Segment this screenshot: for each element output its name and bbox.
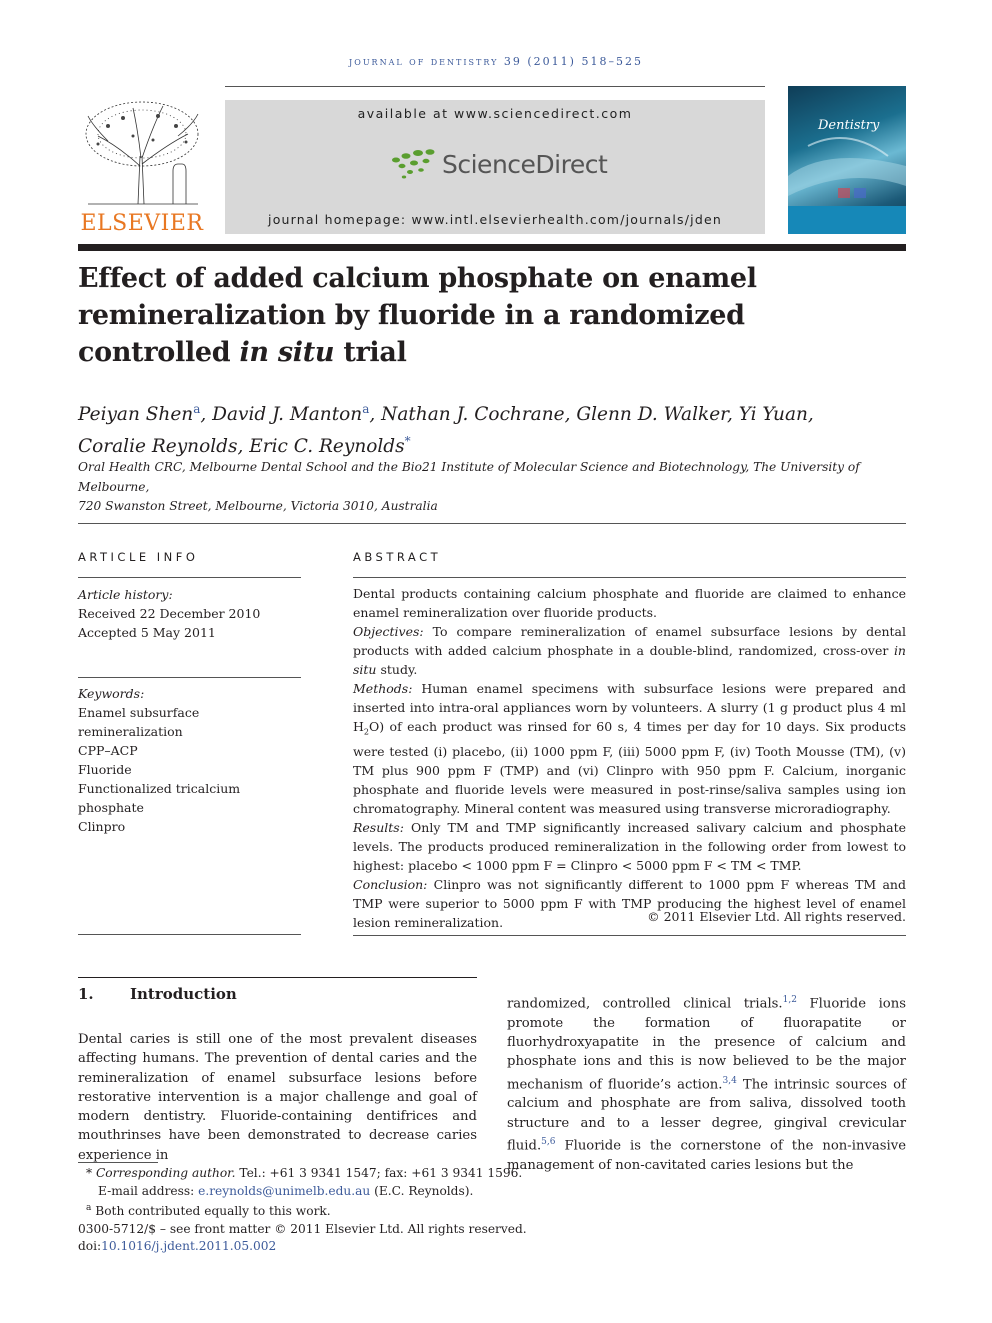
objectives-text-end: study. (376, 662, 418, 677)
objectives-label: Objectives: (353, 624, 424, 639)
doi-link[interactable]: 10.1016/j.jdent.2011.05.002 (101, 1239, 277, 1254)
affiliation-line-1: Oral Health CRC, Melbourne Dental School and the Bio21 Institute of Molecular Science and Biotechnology, The University of Melbourne, (78, 460, 860, 494)
corr-label: Corresponding author. (95, 1166, 236, 1180)
results-text: Only TM and TMP significantly increased salivary calcium and phosphate levels. The products produced remineralization in the following order from lowest to highest: placebo < 1000 ppm F = Clinpro < 5000 ppm F < TM < TMP. (353, 819, 906, 873)
keyword: Fluoride (78, 762, 132, 777)
objectives-italic: in situ (353, 643, 906, 677)
cover-strip (788, 206, 906, 234)
footnote-mark: * (86, 1166, 93, 1180)
author-mark[interactable]: a (193, 402, 201, 416)
author-name: Eric C. Reynolds (249, 436, 405, 458)
methods-text-end: O) of each product was rinsed for 60 s, 4 times per day for 10 days. Six products were tested (i) placebo, (ii) 1000 ppm F, (iii) 5000 ppm F, (iv) Tooth Mousse (TM), (v) TM plus 900 ppm F (TMP) and (vi) Clinpro with 950 ppm F. Calcium, inorganic phosphate and fluoride levels were measured in post-rinse/saliva samples using ion chromatography. Mineral content was measured using transverse microradiography. (353, 719, 906, 816)
keyword: Clinpro (78, 819, 126, 834)
corr-contact: Tel.: +61 3 9341 1547; fax: +61 3 9341 1596. (235, 1166, 523, 1180)
keywords-label: Keywords: (78, 686, 145, 701)
footnotes (78, 1165, 558, 1256)
keyword: Functionalized tricalcium (78, 781, 241, 796)
sciencedirect-wordmark: ScienceDirect (442, 150, 608, 179)
footnote-rule (78, 1162, 158, 1163)
keyword: phosphate (78, 800, 144, 815)
journal-cover-image (788, 86, 906, 234)
section-title: Introduction (130, 985, 237, 1003)
citation-link[interactable]: 3,4 (722, 1075, 737, 1086)
accepted-date: Accepted 5 May 2011 (78, 625, 216, 640)
sciencedirect-dots-icon (390, 146, 440, 184)
abstract-rule (353, 577, 906, 578)
author-name: Nathan J. Cochrane (381, 404, 565, 426)
author-name: Glenn D. Walker (576, 404, 727, 426)
article-info-heading: ARTICLE INFO (78, 550, 199, 564)
author-mark[interactable]: * (404, 434, 411, 449)
sciencedirect-banner (225, 100, 765, 234)
history-label: Article history: (78, 587, 173, 602)
publisher-name: ELSEVIER (80, 211, 204, 236)
available-at-text: available at www.sciencedirect.com (357, 106, 633, 121)
intro-text: Fluoride ions promote the formation of fluorapatite or fluorhydroxyapatite in the presence of calcium and phosphate ions and this is now believed to be the major mechanism of fluoride’s action. (507, 996, 906, 1092)
abstract-intro: Dental products containing calcium phosphate and fluoride are claimed to enhance enamel remineralization over fluoride products. (353, 586, 906, 620)
abstract-heading: ABSTRACT (353, 550, 442, 564)
title-italic: in situ (239, 337, 335, 368)
affiliation (78, 458, 906, 517)
intro-text: Fluoride is the cornerstone of the non-invasive management of non-cavitated caries lesions but the (507, 1138, 906, 1173)
info-rule (78, 934, 301, 935)
footnote-mark: a (86, 1203, 92, 1213)
abstract-results (353, 818, 906, 875)
intro-heading (78, 985, 237, 1003)
issn-line: 0300-5712/$ – see front matter © 2011 Elsevier Ltd. All rights reserved. (78, 1221, 527, 1236)
abstract-body (353, 584, 906, 932)
conclusion-text: Clinpro was not significantly different to 1000 ppm F whereas TM and TMP were superior to 5000 ppm F with TMP producing the highest level of enamel lesion remineralization. (353, 876, 906, 930)
intro-left-column (78, 1030, 477, 1165)
intro-text: randomized, controlled clinical trials. (507, 996, 783, 1012)
sciencedirect-logo (390, 146, 610, 184)
author-name: David J. Manton (212, 404, 363, 426)
received-date: Received 22 December 2010 (78, 606, 261, 621)
title-line-1: Effect of added calcium phosphate on enamel (78, 263, 757, 294)
elsevier-logo (78, 96, 206, 236)
section-number: 1. (78, 985, 94, 1003)
journal-citation: journal of dentistry 39 (2011) 518–525 (349, 55, 643, 68)
keywords-block (78, 684, 301, 836)
author-name: Yi Yuan (738, 404, 808, 426)
objectives-text: To compare remineralization of enamel subsurface lesions by dental products with added calcium phosphate in a double-blind, randomized, cross-over (353, 624, 906, 658)
elsevier-tree-icon (78, 96, 206, 208)
equal-contribution-note (78, 1200, 558, 1221)
citation-link[interactable]: 5,6 (541, 1136, 556, 1147)
title-line-3: controlled (78, 337, 240, 368)
info-rule (78, 577, 301, 578)
conclusion-label: Conclusion: (353, 876, 428, 892)
author-mark[interactable]: a (362, 402, 370, 416)
intro-paragraph-cont (507, 991, 906, 1175)
methods-text: Human enamel specimens with subsurface lesions were prepared and inserted into intra-oral appliances worn by volunteers. A slurry (1 g product plus 4 ml H (353, 681, 906, 734)
author-list: Peiyan Shen$^a$, David J. Manton$^a$, Nathan J. Cochrane, Glenn D. Walker, Yi Yuan, Coralie Reynolds, Eric C. Reynolds* (78, 402, 814, 458)
methods-subscript: 2 (363, 727, 369, 737)
abstract-objectives (353, 622, 906, 679)
title-end: trial (334, 337, 407, 368)
section-rule (78, 523, 906, 524)
article-title (78, 260, 778, 371)
author-name: Peiyan Shen (78, 404, 194, 426)
abstract-rule (353, 935, 906, 936)
header-thick-rule (78, 244, 906, 251)
header-rule (225, 86, 765, 87)
citation-link[interactable]: 1,2 (782, 995, 797, 1005)
intro-right-column (507, 991, 906, 1175)
email-note (78, 1183, 558, 1201)
journal-homepage-text: journal homepage: www.intl.elsevierhealth.com/journals/jden (268, 212, 722, 227)
doi-line (78, 1238, 558, 1256)
methods-label: Methods: (353, 681, 413, 696)
email-link[interactable]: e.reynolds@unimelb.edu.au (198, 1183, 371, 1198)
cover-title: Dentistry (818, 118, 880, 133)
keyword: Enamel subsurface remineralization (78, 705, 200, 739)
intro-paragraph: Dental caries is still one of the most prevalent diseases affecting humans. The prevention of dental caries and the remineralization of enamel subsurface lesions before restorative intervention is a major challenge and goal of modern dentistry. Fluoride-containing dentifrices and mouthrinses have been demonstrated to decrease caries experience in (78, 1032, 477, 1163)
article-history (78, 585, 301, 642)
corresponding-author-note (78, 1165, 558, 1183)
results-label: Results: (353, 819, 404, 835)
info-rule (78, 677, 301, 678)
affiliation-line-2: 720 Swanston Street, Melbourne, Victoria 3010, Australia (78, 499, 438, 513)
doi-label: doi: (78, 1239, 102, 1254)
keyword: CPP–ACP (78, 743, 138, 758)
email-tail: (E.C. Reynolds). (370, 1183, 474, 1198)
abstract-methods (353, 679, 906, 818)
intro-text: The intrinsic sources of calcium and phosphate are from saliva, dissolved tooth structure and to a lesser degree, gingival crevicular fluid. (507, 1076, 906, 1154)
author-name: Coralie Reynolds (78, 436, 238, 458)
title-line-2: remineralization by fluoride in a randomized (78, 300, 745, 331)
equal-contribution-text: Both contributed equally to this work. (95, 1204, 331, 1219)
email-label: E-mail address: (98, 1183, 199, 1198)
abstract-copyright: © 2011 Elsevier Ltd. All rights reserved. (647, 909, 906, 924)
intro-rule (78, 977, 477, 978)
